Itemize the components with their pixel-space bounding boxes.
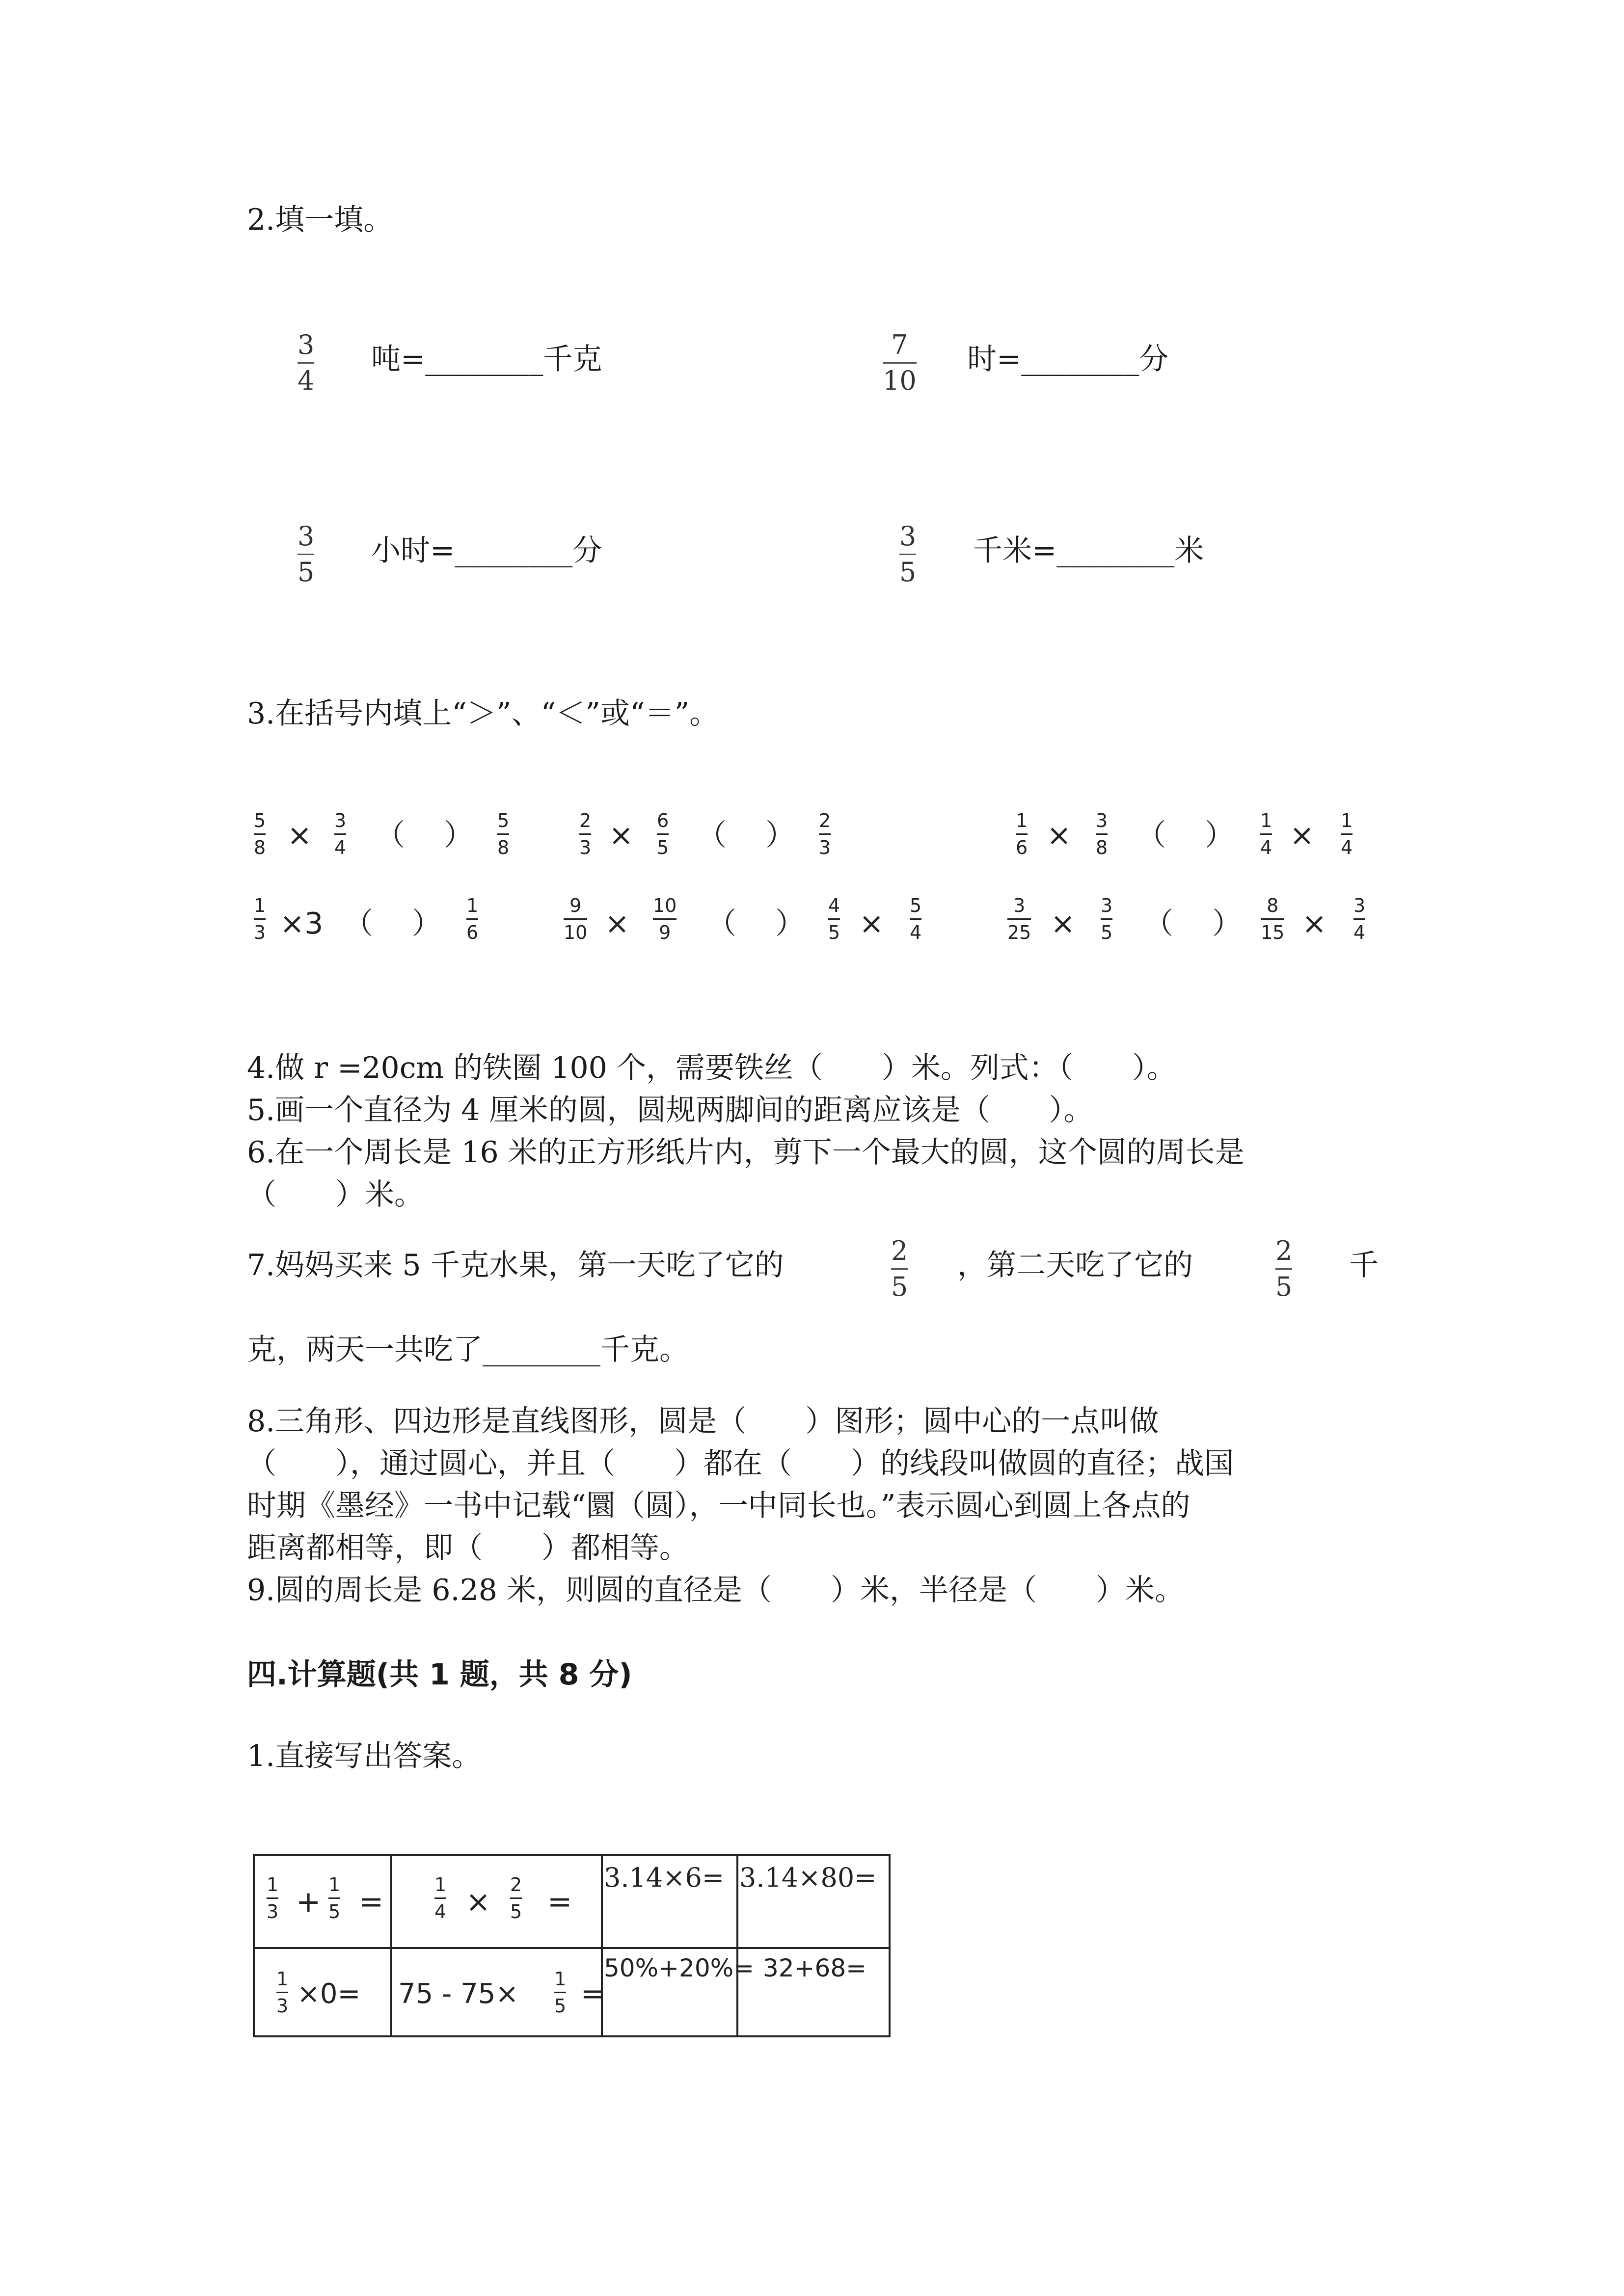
fraction: 7 10: [883, 329, 917, 396]
fraction: 5 4: [910, 895, 922, 943]
q5-text: 5.画一个直径为 4 厘米的圆，圆规两脚间的距离应该是（ ）。: [247, 1093, 1093, 1127]
fraction: 2 3: [579, 810, 592, 858]
fraction: 3 4: [334, 810, 347, 858]
calc-expression: 50%+20%=: [604, 1954, 755, 1982]
q8-line4: 距离都相等，即（ ）都相等。: [247, 1531, 689, 1565]
answer-parentheses[interactable]: （ ）: [1137, 818, 1235, 853]
fraction: 8 15: [1261, 895, 1285, 943]
fraction: 5 8: [254, 810, 266, 858]
plus-sign: +: [296, 1885, 321, 1919]
times-sign: ×: [1290, 818, 1315, 853]
fraction: 1 6: [1016, 810, 1028, 858]
fraction: 1 3: [254, 895, 266, 943]
fraction: 1 4: [1341, 810, 1353, 858]
answer-parentheses[interactable]: （ ）: [344, 907, 442, 941]
q7-part2: ，第二天吃了它的: [957, 1248, 1193, 1282]
fraction: 1 5: [328, 1874, 341, 1922]
fraction: 3 5: [899, 521, 917, 587]
q4-text: 4.做 r =20cm 的铁圈 100 个，需要铁丝（ ）米。列式：（ ）。: [247, 1051, 1176, 1085]
calc-cell[interactable]: [391, 1948, 602, 2036]
q7-line2: 克，两天一共吃了________千克。: [247, 1333, 689, 1367]
fraction: 2 5: [510, 1874, 522, 1922]
calc-cell[interactable]: [602, 1948, 755, 2036]
fraction: 1 3: [267, 1874, 279, 1922]
q6-line1: 6.在一个周长是 16 米的正方形纸片内，剪下一个最大的圆，这个圆的周长是: [247, 1135, 1245, 1170]
calc-expression: 75 - 75×: [398, 1978, 519, 2010]
times-sign: ×: [605, 907, 630, 941]
equals-sign: =: [547, 1885, 572, 1919]
times-three: ×3: [280, 907, 324, 941]
calc-cell[interactable]: [737, 1855, 890, 1948]
fill-item: 千米=________米: [973, 534, 1204, 568]
equals-sign: =: [359, 1885, 384, 1919]
answer-parentheses[interactable]: （ ）: [697, 818, 795, 853]
calc-title: 1.直接写出答案。: [247, 1739, 482, 1773]
calc-cell[interactable]: [254, 1855, 391, 1948]
calc-cell[interactable]: [737, 1948, 890, 2036]
q8-line2: （ ），通过圆心，并且（ ）都在（ ）的线段叫做圆的直径；战国: [247, 1446, 1234, 1481]
calc-cell[interactable]: [602, 1855, 737, 1948]
q8-line1: 8.三角形、四边形是直线图形，圆是（ ）图形；圆中心的一点叫做: [247, 1404, 1159, 1439]
section-heading: 四.计算题(共 1 题，共 8 分): [247, 1657, 632, 1692]
q6-line2: （ ）米。: [247, 1177, 424, 1212]
fraction: 3 4: [298, 329, 315, 396]
fraction: 3 8: [1096, 810, 1108, 858]
fraction: 5 8: [497, 810, 510, 858]
fraction: 6 5: [657, 810, 669, 858]
q8-line3: 时期《墨经》一书中记载“圜（圆），一中同长也。”表示圆心到圆上各点的: [247, 1489, 1191, 1523]
fraction: 2 5: [891, 1235, 908, 1302]
fraction: 1 6: [466, 895, 479, 943]
q2-title: 2.填一填。: [247, 203, 393, 237]
times-sign: ×: [1047, 818, 1072, 853]
fraction: 1 4: [1260, 810, 1272, 858]
fraction: 3 5: [1101, 895, 1113, 943]
q9-text: 9.圆的周长是 6.28 米，则圆的直径是（ ）米，半径是（ ）米。: [247, 1573, 1184, 1607]
q7-part1: 7.妈妈买来 5 千克水果，第一天吃了它的: [247, 1248, 784, 1282]
calc-expression: ×0=: [297, 1978, 361, 2010]
fraction: 1 5: [554, 1968, 567, 2017]
answer-parentheses[interactable]: （ ）: [1144, 907, 1242, 941]
times-sign: ×: [287, 818, 312, 853]
calc-cell[interactable]: [391, 1855, 602, 1948]
fraction: 1 3: [276, 1968, 289, 2017]
times-sign: ×: [859, 907, 884, 941]
calc-table: [253, 1854, 891, 2037]
answer-parentheses[interactable]: （ ）: [376, 818, 474, 853]
fraction: 1 4: [434, 1874, 447, 1922]
q7-part3: 千: [1349, 1248, 1379, 1282]
fraction: 3 5: [298, 521, 315, 587]
fill-item: 时=________分: [967, 342, 1169, 376]
fraction: 10 9: [653, 895, 677, 943]
fraction: 4 5: [828, 895, 840, 943]
fill-item: 小时=________分: [371, 534, 602, 568]
calc-expression: 3.14×6=: [604, 1862, 725, 1893]
fraction: 9 10: [564, 895, 588, 943]
calc-expression: 3.14×80=: [739, 1862, 877, 1893]
fraction: 3 25: [1007, 895, 1031, 943]
answer-parentheses[interactable]: （ ）: [707, 907, 805, 941]
calc-cell[interactable]: [254, 1948, 391, 2036]
fraction: 2 5: [1275, 1235, 1293, 1302]
times-sign: ×: [1302, 907, 1327, 941]
fill-item: 吨=________千克: [371, 342, 602, 376]
q3-title: 3.在括号内填上“＞”、“＜”或“＝”。: [247, 696, 719, 731]
times-sign: ×: [609, 818, 634, 853]
times-sign: ×: [466, 1885, 491, 1919]
equals-sign: =: [581, 1978, 604, 2010]
calc-expression: 32+68=: [763, 1954, 867, 1982]
times-sign: ×: [1051, 907, 1076, 941]
fraction: 3 4: [1353, 895, 1366, 943]
fraction: 2 3: [819, 810, 831, 858]
